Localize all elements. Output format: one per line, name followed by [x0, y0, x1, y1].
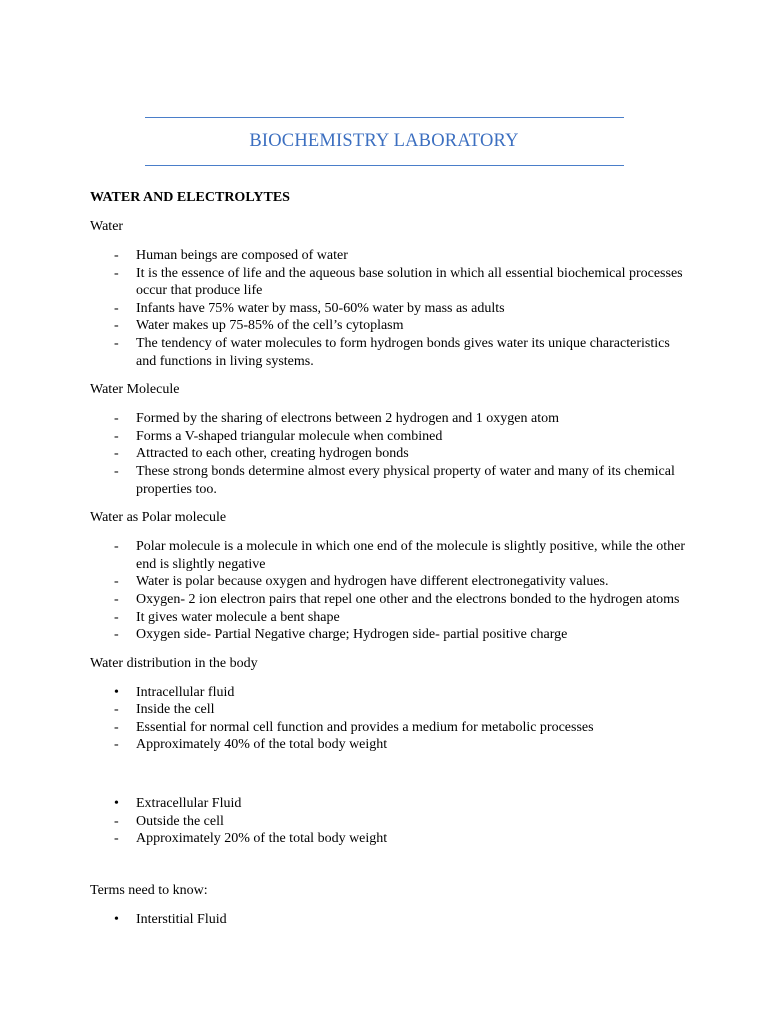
list-item-text: Extracellular Fluid [136, 796, 242, 812]
list-item-text: The tendency of water molecules to form hydrogen bonds gives water its unique characteristics and functions in living systems. [136, 335, 670, 369]
dash-marker: - [114, 591, 119, 607]
document-title: BIOCHEMISTRY LABORATORY [249, 131, 519, 151]
bullet-marker: • [114, 911, 119, 927]
list-item [90, 335, 690, 370]
list-item-text: Water is polar because oxygen and hydrogen have different electronegativity values. [136, 574, 609, 590]
list-extracellular [90, 795, 690, 848]
dash-marker: - [114, 719, 119, 735]
list-item-text: Inside the cell [136, 702, 215, 718]
blank-space [90, 765, 690, 795]
list-item [90, 538, 690, 573]
list-item [90, 445, 690, 463]
list-item-text: Human beings are composed of water [136, 248, 348, 263]
subsection-heading-water-distribution: Water distribution in the body [90, 655, 258, 671]
dash-marker: - [114, 300, 119, 316]
list-item [90, 795, 690, 813]
section-heading: WATER AND ELECTROLYTES [90, 190, 290, 205]
list-item [90, 736, 690, 754]
dash-marker: - [114, 574, 119, 590]
list-water-molecule [90, 410, 690, 498]
list-item [90, 573, 690, 591]
list-item-text: Essential for normal cell function and provides a medium for metabolic processes [136, 719, 594, 735]
dash-marker: - [114, 428, 119, 444]
dash-marker: - [114, 248, 119, 263]
dash-marker: - [114, 539, 119, 555]
list-item [90, 410, 690, 428]
title-rule-bottom [145, 165, 624, 166]
list-item [90, 591, 690, 609]
list-item-text: Outside the cell [136, 813, 224, 829]
dash-marker: - [114, 463, 119, 479]
dash-marker: - [114, 411, 119, 427]
list-terms [90, 911, 690, 929]
dash-marker: - [114, 335, 119, 351]
list-item-text: Intracellular fluid [136, 684, 235, 700]
dash-marker: - [114, 609, 119, 625]
list-item-text: These strong bonds determine almost every physical property of water and many of its chemical properties too. [136, 463, 675, 497]
list-item [90, 684, 690, 702]
document-body [90, 190, 690, 939]
list-item [90, 265, 690, 300]
list-item-text: Approximately 40% of the total body weight [136, 737, 388, 753]
list-item-text: Approximately 20% of the total body weight [136, 831, 388, 847]
dash-marker: - [114, 265, 119, 281]
subsection-heading-terms: Terms need to know: [90, 882, 208, 898]
dash-marker: - [114, 737, 119, 753]
list-item-text: Infants have 75% water by mass, 50-60% water by mass as adults [136, 300, 505, 316]
list-item [90, 609, 690, 627]
list-item-text: It gives water molecule a bent shape [136, 609, 340, 625]
dash-marker: - [114, 446, 119, 462]
subsection-heading-polar-molecule: Water as Polar molecule [90, 510, 227, 526]
bullet-marker: • [114, 796, 119, 812]
list-item-text: Oxygen side- Partial Negative charge; Hydrogen side- partial positive charge [136, 627, 568, 643]
title-rule-top [145, 117, 624, 118]
list-item [90, 300, 690, 318]
list-intracellular [90, 684, 690, 754]
list-item [90, 719, 690, 737]
bullet-marker: • [114, 684, 119, 700]
list-item [90, 463, 690, 498]
list-item [90, 626, 690, 644]
dash-marker: - [114, 702, 119, 718]
list-item-text: Forms a V-shaped triangular molecule when combined [136, 428, 443, 444]
dash-marker: - [114, 831, 119, 847]
list-item [90, 317, 690, 335]
dash-marker: - [114, 318, 119, 334]
list-item-text: Oxygen- 2 ion electron pairs that repel one other and the electrons bonded to the hydrogen atoms [136, 591, 680, 607]
list-item-text: Polar molecule is a molecule in which one end of the molecule is slightly positive, while the other end is slightly negative [136, 539, 685, 572]
list-polar-molecule [90, 538, 690, 644]
subsection-heading-water: Water [90, 219, 124, 234]
dash-marker: - [114, 627, 119, 643]
list-item [90, 428, 690, 446]
list-item [90, 911, 690, 929]
list-item [90, 247, 690, 265]
list-water [90, 247, 690, 370]
dash-marker: - [114, 813, 119, 829]
list-item [90, 813, 690, 831]
list-item [90, 830, 690, 848]
list-item-text: Attracted to each other, creating hydrogen bonds [136, 446, 409, 462]
list-item-text: It is the essence of life and the aqueous base solution in which all essential biochemical processes occur that produce life [136, 265, 683, 299]
list-item-text: Interstitial Fluid [136, 911, 227, 927]
blank-space [90, 859, 690, 882]
list-item [90, 701, 690, 719]
list-item-text: Water makes up 75-85% of the cell’s cytoplasm [136, 318, 404, 334]
list-item-text: Formed by the sharing of electrons between 2 hydrogen and 1 oxygen atom [136, 411, 560, 427]
subsection-heading-water-molecule: Water Molecule [90, 382, 180, 398]
